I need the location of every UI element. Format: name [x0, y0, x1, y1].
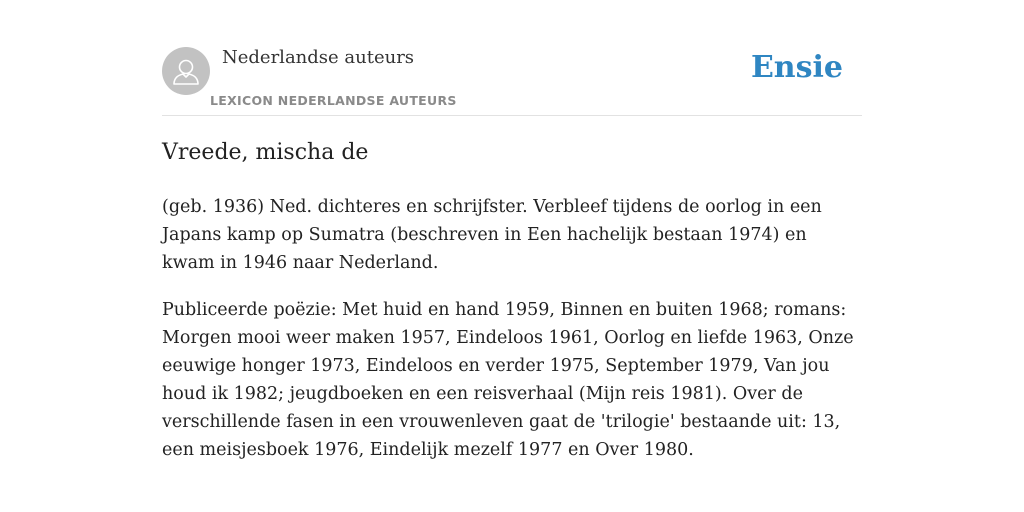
source-name-link[interactable]: Nederlandse auteurs [222, 47, 415, 68]
source-avatar[interactable] [162, 47, 210, 95]
source-subtitle: LEXICON NEDERLANDSE AUTEURS [210, 93, 457, 108]
article-paragraph: (geb. 1936) Ned. dichteres en schrijfster. Verbleef tijdens de oorlog in een Japans kamp op Sumatra (beschreven in Een hachelijk bestaan 1974) en kwam in 1946 naar Nederland. [162, 197, 822, 273]
page-header [162, 46, 862, 116]
ensie-logo[interactable]: Ensie [750, 50, 843, 85]
article-body [162, 193, 862, 483]
article-paragraph: Publiceerde poëzie: Met huid en hand 1959, Binnen en buiten 1968; romans: Morgen mooi weer maken 1957, Eindeloos 1961, Oorlog en liefde 1963, Onze eeuwige honger 1973, Eindeloos en verder 1975, September 1979, Van jou houd ik 1982; jeugdboeken en een reisverhaal (Mijn reis 1981). Over de verschillende fasen in een vrouwenleven gaat de 'trilogie' bestaande uit: 13, een meisjesboek 1976, Eindelijk mezelf 1977 en Over 1980. [162, 300, 854, 460]
article-title: Vreede, mischa de [162, 140, 369, 165]
user-icon [162, 47, 210, 95]
